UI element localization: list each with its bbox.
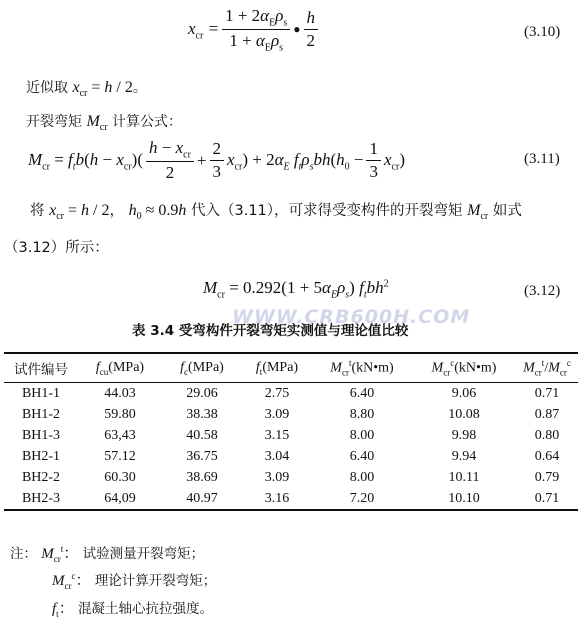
para-suffix: 代入（3.11），可求得受变构件的开裂弯矩 — [190, 203, 463, 219]
eq-3-11-number: (3.11) — [524, 151, 560, 167]
para-math-1: $x_{cr} = h / 2$ — [49, 202, 110, 223]
paragraph-line-1 — [30, 199, 522, 222]
table-cell: 9.06 — [451, 385, 477, 401]
table-cell: 0.80 — [534, 427, 560, 443]
table-cell: BH1-3 — [21, 427, 61, 443]
paragraph-line-2: （3.12）所示： — [4, 240, 109, 256]
watermark: WWW.CRB600H.COM — [232, 306, 471, 328]
table-cell: 3.04 — [264, 448, 290, 464]
formula-heading-symbol: $M_{cr}$ — [86, 113, 108, 134]
note-1 — [10, 542, 204, 564]
table-cell: 0.64 — [534, 448, 560, 464]
header-mcr-c: $M_{cr}^c(kN•m)$ — [431, 358, 497, 378]
table-cell: 10.08 — [448, 406, 480, 422]
note-3-text: 混凝土轴心抗拉强度。 — [78, 601, 213, 617]
para-sep: ， — [109, 203, 124, 219]
table-cell: BH1-1 — [21, 385, 61, 401]
table-cell: 0.71 — [534, 490, 560, 506]
approx-math: $x_{cr} = h / 2$ — [72, 79, 133, 100]
table-row — [4, 383, 578, 405]
table-cell: 9.98 — [451, 427, 477, 443]
table-cell: 10.11 — [448, 469, 480, 485]
header-specimen: 试件编号 — [14, 362, 68, 378]
table-container — [4, 352, 578, 511]
header-mcr-t: $M_{cr}^t(kN•m)$ — [330, 358, 394, 378]
equation-3-12: $M_{cr} = 0.292(1 + 5\alpha_E\rho_s)$ $f_tbh^2$ — [203, 278, 389, 301]
note-2-text: 理论计算开裂弯矩； — [94, 573, 217, 589]
note-2 — [52, 569, 216, 591]
table-row — [4, 425, 578, 446]
approx-suffix: 。 — [132, 80, 147, 96]
eq-3-10-lhs: $x_{cr}$ = — [188, 18, 220, 42]
header-fcu: $f_{cu}(MPa)$ — [95, 359, 145, 377]
table-cell: 2.75 — [264, 385, 290, 401]
table-row — [4, 467, 578, 488]
eq-3-10-fraction-2: $\frac{h}{2}$ — [304, 8, 319, 51]
note-label: 注： — [10, 546, 37, 562]
table-cell: 60.30 — [104, 469, 136, 485]
eq-3-12-number: (3.12) — [524, 283, 561, 299]
table-cell: 3.09 — [264, 406, 290, 422]
table-cell: BH1-2 — [21, 406, 61, 422]
equation-3-11: $M_{cr} = f_tb(h - x_{cr})$( $\frac{h - x_{cr}}{2}$ + $\frac{2}{3}$ $x_{cr}) + 2\alpha_E$ $f_t\rho_sbh(h_0$ − $\frac{1}{3}$ $x_{cr}$) — [28, 138, 405, 183]
equation-3-10 — [188, 6, 321, 54]
table-caption: 表 3.4 受弯构件开裂弯矩实测值与理论值比较 — [132, 323, 409, 339]
table-cell: 3.09 — [264, 469, 290, 485]
table-cell: 36.75 — [186, 448, 218, 464]
para-math-2: $h_0 \approx 0.9h$ — [128, 202, 187, 223]
table-cell: 8.00 — [349, 469, 375, 485]
note-1-symbol: $M_{cr}^t$： — [41, 544, 79, 564]
table-cell: 63,43 — [104, 427, 136, 443]
table-row — [4, 446, 578, 467]
header-ratio: $M_{cr}^t/M_{cr}^c$ — [523, 358, 571, 378]
approx-line — [26, 77, 147, 99]
table-cell: 0.71 — [534, 385, 560, 401]
table-cell: 10.10 — [448, 490, 480, 506]
table-cell: 44.03 — [104, 385, 136, 401]
approx-prefix: 近似取 — [26, 80, 68, 96]
table-cell: 40.58 — [186, 427, 218, 443]
table-row — [4, 404, 578, 425]
table-header-row — [4, 353, 578, 383]
table-cell: 8.80 — [349, 406, 375, 422]
table-cell: 38.69 — [186, 469, 218, 485]
formula-heading-prefix: 开裂弯矩 — [26, 114, 82, 130]
table-cell: 64,09 — [104, 490, 136, 506]
para-math-3: $M_{cr}$ — [467, 202, 489, 223]
header-ft: $f_t(MPa)$ — [255, 359, 299, 377]
table-cell: 8.00 — [349, 427, 375, 443]
table-cell: 29.06 — [186, 385, 218, 401]
table-cell: 57.12 — [104, 448, 136, 464]
table-cell: 0.87 — [534, 406, 560, 422]
table-cell: 6.40 — [349, 385, 375, 401]
eq-3-10-dot: ● — [293, 22, 301, 37]
formula-heading-suffix: 计算公式： — [112, 114, 183, 130]
table-row — [4, 488, 578, 510]
note-2-symbol: $M_{cr}^c$： — [52, 571, 91, 591]
table-cell: 59.80 — [104, 406, 136, 422]
para-prefix: 将 — [30, 203, 45, 219]
formula-heading — [26, 111, 182, 133]
table-cell: 9.94 — [451, 448, 477, 464]
table-cell: 3.15 — [264, 427, 290, 443]
note-3-symbol: $f_t$： — [52, 601, 74, 619]
note-3 — [52, 597, 213, 619]
comparison-table — [4, 352, 578, 511]
table-cell: BH2-3 — [21, 490, 61, 506]
table-cell: 40.97 — [186, 490, 218, 506]
table-cell: BH2-2 — [21, 469, 61, 485]
note-1-text: 试验测量开裂弯矩； — [82, 546, 205, 562]
header-fc: $f_c(MPa)$ — [180, 359, 224, 377]
eq-3-10-fraction-1: $\frac{1 + 2\alpha_E\rho_s}{1 + \alpha_E\rho_s}$ — [222, 6, 290, 54]
table-cell: BH2-1 — [21, 448, 61, 464]
table-cell: 38.38 — [186, 406, 218, 422]
para-end: 如式 — [492, 203, 522, 219]
table-cell: 7.20 — [349, 490, 375, 506]
table-cell: 3.16 — [264, 490, 290, 506]
table-cell: 6.40 — [349, 448, 375, 464]
eq-3-10-number: (3.10) — [524, 24, 561, 40]
table-cell: 0.79 — [534, 469, 560, 485]
